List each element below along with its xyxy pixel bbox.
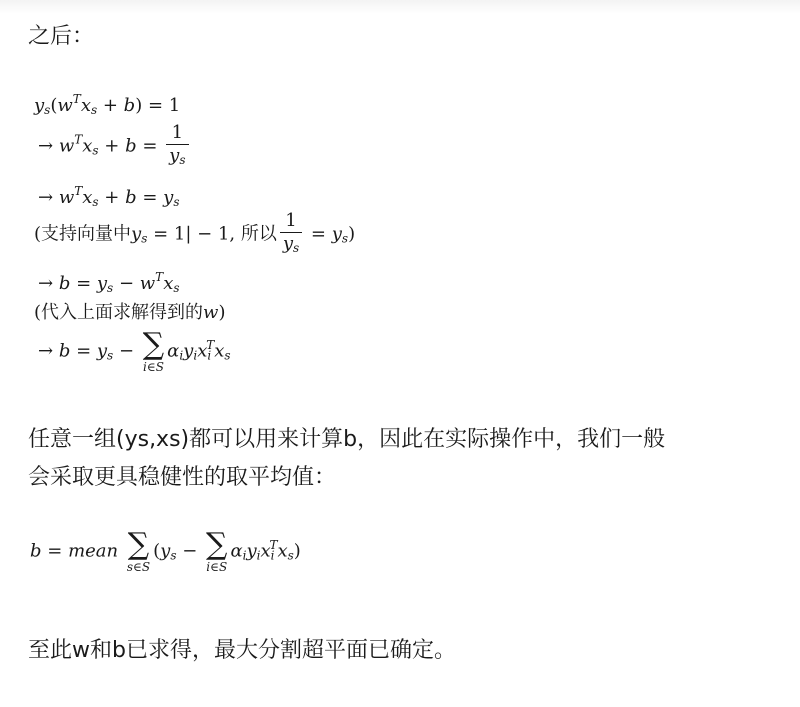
conclusion-text: 至此w和b已求得，最大分割超平面已确定。 [28,638,456,663]
summation-i-in-S-inner: ∑ i∈S [206,527,228,574]
summation-s-in-S: ∑ s∈S [126,527,151,574]
equation-note-substitute-w: (代入上面求解得到的w) [34,302,226,323]
mean-word: mean [68,540,119,562]
explanation-paragraph [28,421,665,497]
fraction-one-over-ys: $\frac{1}{y_s}$ [166,122,188,171]
equation-divide-ys: → $w^Tx_s + b$ = $\frac{1}{y_s}$ [38,122,192,171]
equation-b-mean: b = mean ∑ s∈S ($y_s$ − ∑ i∈S $\alpha_iy_ix_i^Tx_s$) [30,527,301,574]
equation-note-ys-value: (支持向量中$y_s = 1| - 1$, 所以 $\frac{1}{y_s}$ = $y_s$) [34,210,355,259]
explanation-line-2: 会采取更具稳健性的取平均值： [28,465,337,490]
summation-i-in-S: ∑ i∈S [142,327,165,374]
note-substitute-text: 代入上面求解得到的 [41,302,204,323]
equation-b-sum: → $b = y_s$ − ∑ i∈S $\alpha_iy_ix_i^Tx_s$ [38,327,231,374]
explanation-line-1: 任意一组(ys,xs)都可以用来计算b，因此在实际操作中，我们一般 [28,427,666,452]
equation-ys-constraint: $y_s(w^Tx_s + b) = 1$ [34,92,181,117]
top-shade [0,0,800,14]
fraction-one-over-ys-note: $\frac{1}{y_s}$ [280,210,302,259]
note-therefore-text: 所以 [240,223,277,245]
equation-solve-b: → $b = y_s - w^Tx_s$ [38,270,180,295]
intro-text: 之后： [28,24,95,49]
note-support-vector-text: 支持向量中 [41,223,132,245]
equation-equals-ys: → $w^Tx_s + b = y_s$ [38,184,180,209]
